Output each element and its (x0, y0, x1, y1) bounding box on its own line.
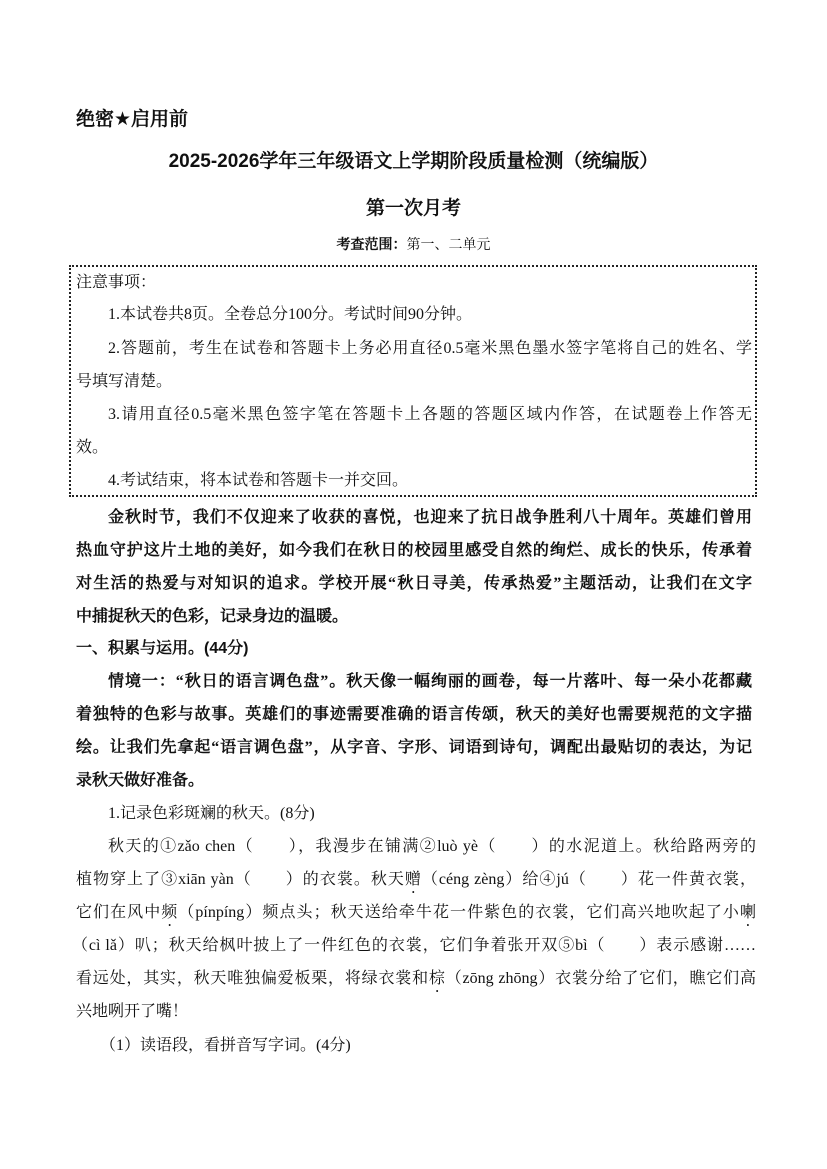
passage-text: 秋天的①zǎo chen（ ），我漫步在铺满②luò yè（ ）的水泥道上。秋给路两旁的 (108, 838, 756, 855)
notice-box (69, 265, 757, 497)
intro-line: 对生活的热爱与对知识的追求。学校开展“秋日寻美，传承热爱”主题活动，让我们在文字 (76, 575, 752, 592)
notice-line: 1.本试卷共8页。全卷总分100分。考试时间90分钟。 (108, 306, 473, 323)
passage-text: （cì lǎ）叭；秋天给枫叶披上了一件红色的衣裳，它们争着张开双⑤bì（ ）表示感谢…… (72, 937, 756, 954)
emphasized-char: 棕 (428, 970, 446, 987)
passage-text: （pínpíng）频点头；秋天送给牵牛花一件紫色的衣裳，它们高兴地吹起了小 (178, 904, 740, 921)
intro-line: 金秋时节，我们不仅迎来了收获的喜悦，也迎来了抗日战争胜利八十周年。英雄们曾用 (108, 509, 752, 526)
notice-line: 3.请用直径0.5毫米黑色签字笔在答题卡上各题的答题区域内作答，在试题卷上作答无 (108, 406, 752, 423)
passage-line (76, 870, 756, 897)
notice-line: 2.答题前，考生在试卷和答题卡上务必用直径0.5毫米黑色墨水签字笔将自己的姓名、学 (108, 340, 752, 357)
section-heading: 一、积累与运用。(44分) (76, 640, 249, 657)
question-1-sub-1: （1）读语段，看拼音写字词。(4分) (100, 1037, 351, 1054)
exam-title: 2025-2026学年三年级语文上学期阶段质量检测（统编版） (168, 151, 659, 172)
passage-line (76, 1002, 188, 1022)
exam-subtitle: 第一次月考 (365, 198, 461, 219)
passage-text: 看远处，其实，秋天唯独偏爱板栗，将绿衣裳和 (76, 970, 429, 987)
emphasized-char: 频 (161, 904, 179, 921)
context-line: 情境一：“秋日的语言调色盘”。秋天像一幅绚丽的画卷，每一片落叶、每一朵小花都藏 (108, 673, 752, 690)
passage-text: 兴地咧开了嘴！ (76, 1003, 189, 1020)
passage-line (72, 936, 756, 956)
context-line: 录秋天做好准备。 (76, 772, 205, 789)
passage-line (76, 903, 756, 930)
notice-line: 4.考试结束，将本试卷和答题卡一并交回。 (108, 472, 409, 489)
intro-line: 热血守护这片土地的美好，如今我们在秋日的校园里感受自然的绚烂、成长的快乐，传承着 (76, 542, 752, 559)
passage-text: （céng zèng）给④jú（ ）花一件黄衣裳， (421, 871, 756, 888)
exam-scope (0, 236, 827, 256)
passage-line (108, 837, 756, 857)
context-line: 绘。让我们先拿起“语言调色盘”，从字音、字形、词语到诗句，调配出最贴切的表达，为记 (76, 739, 752, 756)
emphasized-char: 喇 (739, 904, 756, 921)
passage-text: 植物穿上了③xiān yàn（ ）的衣裳。秋天 (76, 871, 405, 888)
notice-line: 效。 (76, 439, 109, 456)
scope-value: 第一、二单元 (406, 238, 491, 253)
confidential-label: 绝密★启用前 (76, 109, 189, 130)
question-1-title: 1.记录色彩斑斓的秋天。(8分) (108, 805, 315, 822)
context-line: 着独特的色彩与故事。英雄们的事迹需要准确的语言传颂，秋天的美好也需要规范的文字描 (76, 706, 752, 723)
intro-line: 中捕捉秋天的色彩，记录身边的温暖。 (76, 608, 349, 625)
notice-line: 号填写清楚。 (76, 373, 173, 390)
scope-label: 考查范围： (336, 238, 407, 253)
passage-line (76, 969, 756, 996)
passage-text: 它们在风中 (76, 904, 162, 921)
emphasized-char: 赠 (404, 871, 422, 888)
passage-text: （zōng zhōng）衣裳分给了它们，瞧它们高 (445, 970, 756, 987)
notice-heading: 注意事项： (76, 274, 157, 291)
